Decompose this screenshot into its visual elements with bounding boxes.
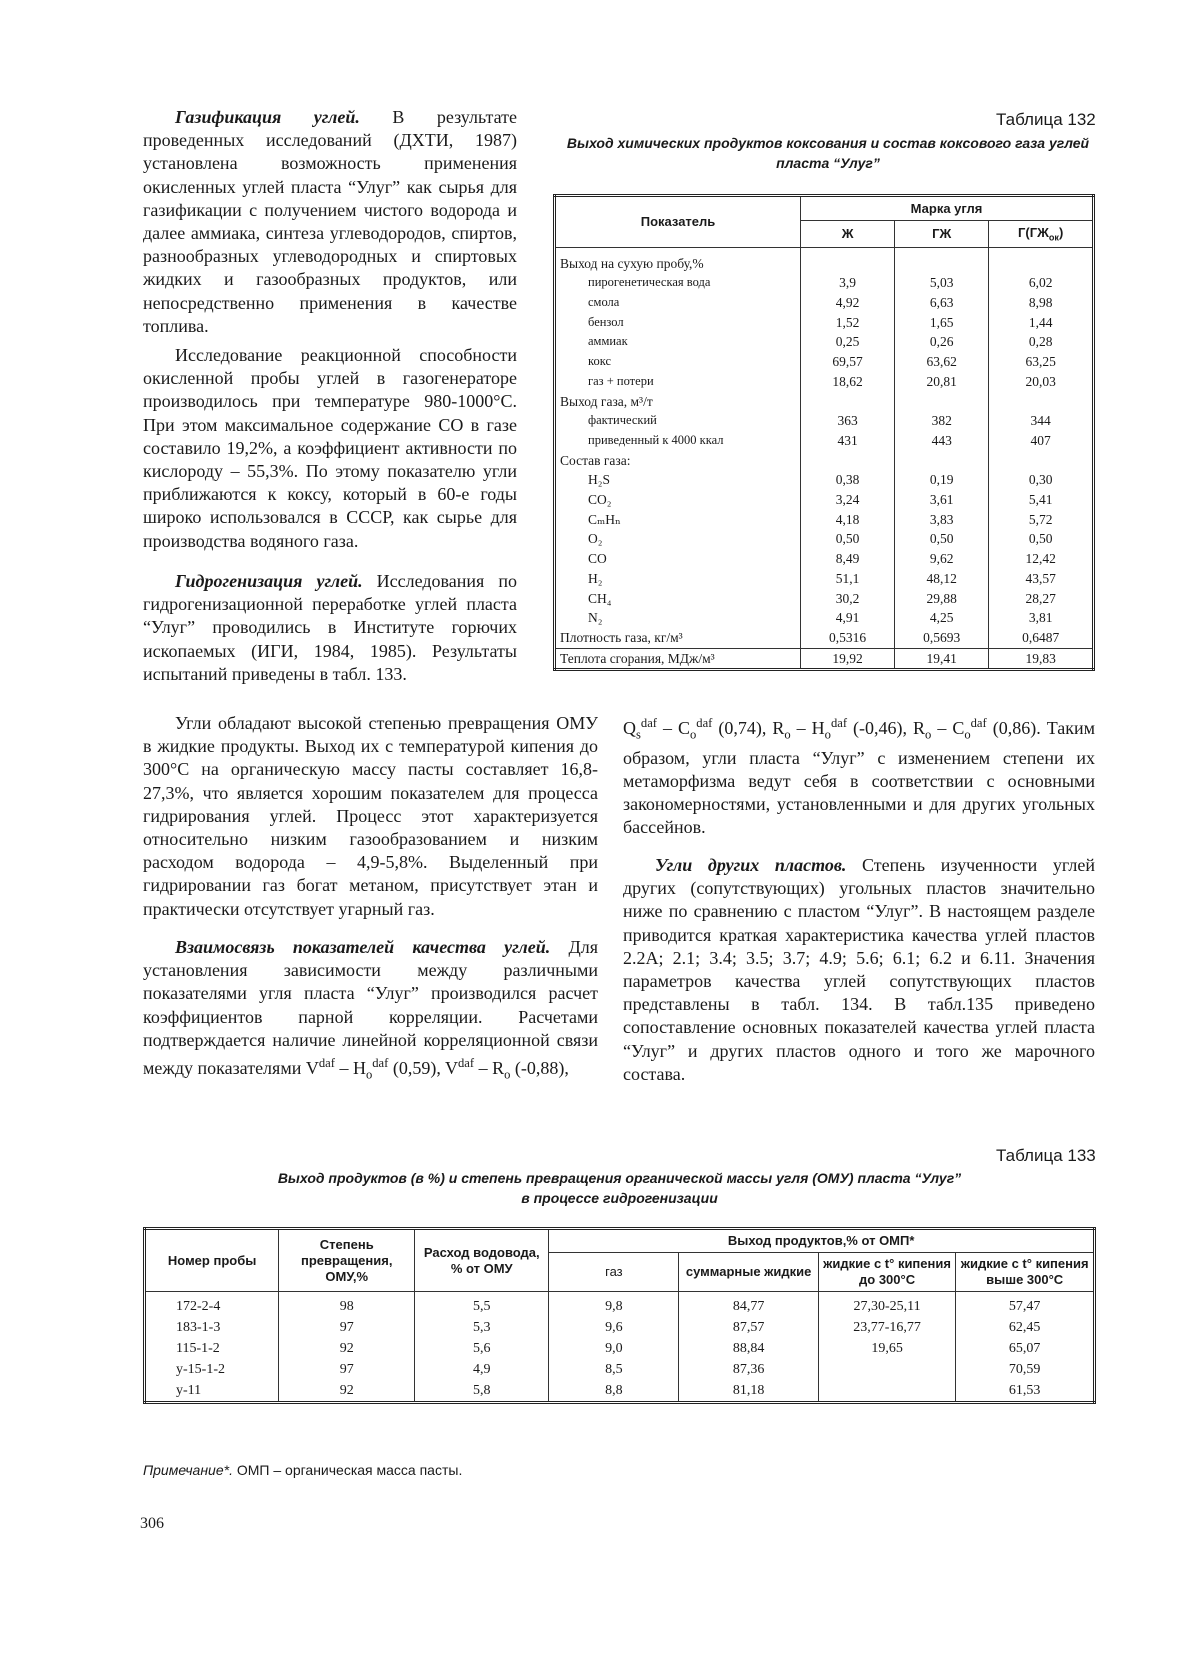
table-cell: 30,2 bbox=[801, 589, 895, 609]
row-label: CH₄ bbox=[588, 590, 612, 606]
paragraph-other-seams bbox=[623, 854, 1095, 1086]
table-cell bbox=[989, 247, 1094, 273]
paragraph-lead: Угли других пластов. bbox=[655, 855, 847, 875]
table-132-label: Таблица 132 bbox=[996, 110, 1096, 129]
table-cell: 443 bbox=[895, 431, 989, 451]
row-label: бензол bbox=[588, 314, 624, 329]
table-row bbox=[555, 529, 1094, 549]
table-cell: 87,36 bbox=[679, 1359, 818, 1380]
table-cell bbox=[895, 392, 989, 412]
table-cell: 5,41 bbox=[989, 490, 1094, 510]
row-label: Состав газа: bbox=[560, 452, 631, 468]
paragraph-reactivity bbox=[143, 344, 517, 553]
table-cell: 5,03 bbox=[895, 273, 989, 293]
paragraph-text: Исследование реакционной способности окисленной пробы углей в газогенераторе производилось при температуре 980-1000°С. При этом максимальное содержание СО в газе составило 19,2%, а коэффициент активности по кислороду – 55,3%. По этому показателю угли приближаются к коксу, который в 60-е годы широко использовался в СССР, как сырье для производства водяного газа. bbox=[143, 345, 517, 551]
paragraph-text-tail: (0,59), V bbox=[388, 1058, 458, 1079]
table-cell: 81,18 bbox=[679, 1380, 818, 1403]
paragraph-text: Q bbox=[623, 718, 636, 738]
table-cell: 0,5316 bbox=[801, 628, 895, 648]
table-cell: 88,84 bbox=[679, 1338, 818, 1359]
table-cell: 6,02 bbox=[989, 273, 1094, 293]
table-cell bbox=[895, 451, 989, 471]
column-header: Степень превращения, ОМУ,% bbox=[279, 1229, 415, 1292]
paragraph-text: (-0,46), R bbox=[847, 718, 926, 738]
table-cell: 84,77 bbox=[679, 1292, 818, 1318]
row-label: пирогенетическая вода bbox=[588, 275, 711, 290]
table-cell bbox=[801, 451, 895, 471]
table-133-title bbox=[143, 1168, 1096, 1208]
table-cell: 43,57 bbox=[989, 569, 1094, 589]
table-row bbox=[555, 549, 1094, 569]
table-row bbox=[555, 293, 1094, 313]
table-cell: 5,5 bbox=[415, 1292, 549, 1318]
table-cell bbox=[989, 451, 1094, 471]
paragraph-correlation-cont: $Q_s^{daf} - C_o^{daf}$ (0,74), $R_o - H_o^{daf}$ (-0,46), $R_o - C_o^{daf}$ (0,86). Таким образом, угли пласта “Улуг” с изменением степени их метаморфизма ведут себя в соответствии с основными закономерностями, установленными и для других угольных бассейнов. bbox=[623, 716, 1095, 838]
table-cell: 20,81 bbox=[895, 372, 989, 392]
table-cell: 19,41 bbox=[895, 648, 989, 670]
table-cell: 97 bbox=[279, 1359, 415, 1380]
table-cell: 9,62 bbox=[895, 549, 989, 569]
table-cell: 0,50 bbox=[801, 529, 895, 549]
table-cell bbox=[895, 247, 989, 273]
column-header: Номер пробы bbox=[145, 1229, 279, 1292]
table-cell: 0,5693 bbox=[895, 628, 989, 648]
table-132 bbox=[553, 194, 1095, 671]
table-cell: 8,98 bbox=[989, 293, 1094, 313]
table-133-title-line: Выход продуктов (в %) и степень превращения органической массы угля (ОМУ) пласта “Улуг” bbox=[277, 1170, 962, 1186]
table-cell bbox=[818, 1380, 956, 1403]
row-label: фактический bbox=[588, 413, 657, 428]
table-cell: 344 bbox=[989, 411, 1094, 431]
paragraph-lead: Гидрогенизация углей. bbox=[175, 571, 363, 591]
table-cell: 0,26 bbox=[895, 332, 989, 352]
row-label: Плотность газа, кг/м³ bbox=[560, 629, 683, 645]
table-cell: 4,25 bbox=[895, 608, 989, 628]
table-133-label: Таблица 133 bbox=[996, 1146, 1096, 1165]
table-row bbox=[555, 490, 1094, 510]
table-cell: 431 bbox=[801, 431, 895, 451]
table-cell: 5,6 bbox=[415, 1338, 549, 1359]
table-row bbox=[555, 608, 1094, 628]
table-cell: 51,1 bbox=[801, 569, 895, 589]
table-row bbox=[555, 352, 1094, 372]
table-cell: 1,65 bbox=[895, 313, 989, 333]
table-cell: 4,9 bbox=[415, 1359, 549, 1380]
row-label: приведенный к 4000 ккал bbox=[588, 432, 724, 447]
table-cell: 87,57 bbox=[679, 1317, 818, 1338]
row-label: O₂ bbox=[588, 531, 603, 547]
row-label: Выход на сухую пробу,% bbox=[560, 255, 704, 271]
table-cell: 29,88 bbox=[895, 589, 989, 609]
note-text: ОМП – органическая масса пасты. bbox=[232, 1462, 463, 1478]
row-label: газ + потери bbox=[588, 373, 654, 388]
table-cell: 20,03 bbox=[989, 372, 1094, 392]
paragraph-lead: Газификация углей. bbox=[175, 107, 360, 127]
table-row bbox=[145, 1317, 1095, 1338]
table-cell: 8,5 bbox=[549, 1359, 679, 1380]
table-cell: 48,12 bbox=[895, 569, 989, 589]
table-cell: 9,8 bbox=[549, 1292, 679, 1318]
table-cell: 0,50 bbox=[989, 529, 1094, 549]
paragraph-text: Угли обладают высокой степенью превращения ОМУ в жидкие продукты. Выход их с температурой кипения до 300°С на органическую массу пасты составляет 16,8-27,3%, что является хорошим показателем для процесса гидрирования углей. Процесс этот характеризуется относительно низким газообразованием и низким расходом водорода – 4,9-5,8%. Выделенный при гидрировании газ богат метаном, присутствует этан и практически отсутствует угарный газ. bbox=[143, 713, 598, 919]
table-cell bbox=[801, 392, 895, 412]
table-cell: 3,9 bbox=[801, 273, 895, 293]
table-cell bbox=[989, 392, 1094, 412]
table-cell: 12,42 bbox=[989, 549, 1094, 569]
table-cell: 63,62 bbox=[895, 352, 989, 372]
row-label: CₘHₙ bbox=[588, 511, 621, 527]
row-label: смола bbox=[588, 295, 620, 309]
paragraph-lead: Взаимосвязь показателей качества углей. bbox=[175, 937, 551, 957]
table-row bbox=[555, 648, 1094, 670]
paragraph-text-tail2: – R bbox=[474, 1058, 505, 1079]
table-cell: 5,72 bbox=[989, 510, 1094, 530]
table-row bbox=[555, 313, 1094, 333]
table-cell: 65,07 bbox=[956, 1338, 1095, 1359]
column-header: жидкие с t° кипения до 300°С bbox=[818, 1253, 956, 1292]
table-cell: 63,25 bbox=[989, 352, 1094, 372]
table-row bbox=[555, 451, 1094, 471]
table-cell: 0,50 bbox=[895, 529, 989, 549]
table-cell: 5,8 bbox=[415, 1380, 549, 1403]
table-row bbox=[555, 589, 1094, 609]
table-row bbox=[555, 569, 1094, 589]
table-cell: 0,28 bbox=[989, 332, 1094, 352]
table-cell: 92 bbox=[279, 1380, 415, 1403]
row-label: Выход газа, м³/т bbox=[560, 393, 653, 409]
table-cell: 0,25 bbox=[801, 332, 895, 352]
table-cell: 3,61 bbox=[895, 490, 989, 510]
table-row bbox=[145, 1380, 1095, 1403]
table-cell: 3,83 bbox=[895, 510, 989, 530]
table-cell: 19,83 bbox=[989, 648, 1094, 670]
table-row bbox=[555, 247, 1094, 273]
table-cell: 115-1-2 bbox=[176, 1341, 220, 1356]
paragraph-conversion bbox=[143, 712, 598, 921]
column-header: газ bbox=[549, 1253, 679, 1292]
table-cell: 4,92 bbox=[801, 293, 895, 313]
table-cell: 69,57 bbox=[801, 352, 895, 372]
paragraph-text: (0,74), R bbox=[712, 718, 785, 738]
paragraph-gasification bbox=[143, 106, 517, 338]
table-row bbox=[555, 273, 1094, 293]
row-label: Теплота сгорания, МДж/м³ bbox=[555, 648, 801, 670]
row-label: N₂ bbox=[588, 610, 603, 626]
table-cell: 5,3 bbox=[415, 1317, 549, 1338]
paragraph-text: Исследования по гидрогенизационной переработке углей пласта “Улуг” проводились в Институте горючих ископаемых (ИГИ, 1984, 1985). Результаты испытаний приведены в табл. 133. bbox=[143, 571, 517, 684]
table-row bbox=[555, 411, 1094, 431]
table-cell: 18,62 bbox=[801, 372, 895, 392]
table-cell: 8,49 bbox=[801, 549, 895, 569]
table-cell: 57,47 bbox=[956, 1292, 1095, 1318]
column-group-header: Марка угля bbox=[801, 196, 1094, 221]
table-cell: у-11 bbox=[176, 1383, 202, 1398]
table-cell: 70,59 bbox=[956, 1359, 1095, 1380]
paragraph-hydrogenation bbox=[143, 570, 517, 686]
table-cell: 0,6487 bbox=[989, 628, 1094, 648]
table-cell: 4,91 bbox=[801, 608, 895, 628]
table-cell: 0,19 bbox=[895, 470, 989, 490]
table-cell: 92 bbox=[279, 1338, 415, 1359]
table-cell: 23,77-16,77 bbox=[818, 1317, 956, 1338]
table-cell: 1,44 bbox=[989, 313, 1094, 333]
table-cell: 97 bbox=[279, 1317, 415, 1338]
table-row bbox=[555, 372, 1094, 392]
table-cell: 3,81 bbox=[989, 608, 1094, 628]
table-cell: 382 bbox=[895, 411, 989, 431]
table-row bbox=[145, 1338, 1095, 1359]
page-number: 306 bbox=[140, 1515, 164, 1532]
paragraph-text: Для установления зависимости между различными показателями угля пласта “Улуг” производился расчет коэффициентов парной корреляции. Расчетами подтверждается наличие линейной корреляционной связи между показателями V bbox=[143, 937, 598, 1079]
table-132-title: Выход химических продуктов коксования и состав коксового газа углей пласта “Улуг” bbox=[566, 135, 1090, 171]
table-cell: 172-2-4 bbox=[176, 1299, 221, 1314]
table-cell: 8,8 bbox=[549, 1380, 679, 1403]
table-cell: 0,30 bbox=[989, 470, 1094, 490]
table-cell: 62,45 bbox=[956, 1317, 1095, 1338]
paragraph-text: В результате проведенных исследований (ДХТИ, 1987) установлена возможность применения окисленных углей пласта “Улуг” как сырья для газификации с получением чистого водорода и далее аммиака, синтеза углеводородов, спиртов, разнообразных углеводородных и спиртовых жидких и газообразных продуктов, или непосредственно применения в качестве топлива. bbox=[143, 107, 517, 336]
table-cell: 9,6 bbox=[549, 1317, 679, 1338]
column-group-header: Выход продуктов,% от ОМП* bbox=[549, 1229, 1095, 1253]
table-cell: 27,30-25,11 bbox=[818, 1292, 956, 1318]
row-label: H₂ bbox=[588, 570, 603, 586]
table-cell: 19,92 bbox=[801, 648, 895, 670]
table-cell: 407 bbox=[989, 431, 1094, 451]
table-row bbox=[555, 470, 1094, 490]
column-header: ГЖ bbox=[895, 221, 989, 248]
table-cell: 6,63 bbox=[895, 293, 989, 313]
column-header: суммарные жидкие bbox=[679, 1253, 818, 1292]
row-label: кокс bbox=[588, 354, 611, 369]
table-cell bbox=[801, 247, 895, 273]
table-row bbox=[555, 628, 1094, 648]
table-row bbox=[555, 510, 1094, 530]
paragraph-text: Степень изученности углей других (сопутствующих) угольных пластов значительно ниже по сравнению с пластом “Улуг”. В настоящем разделе приводится краткая характеристика качества углей пластов 2.2А; 2.1; 3.4; 3.5; 3.7; 4.9; 5.6; 6.1; 6.2 и 6.11. Значения параметров качества углей сопутствующих пластов представлены в табл. 134. В табл.135 приведено сопоставление основных показателей качества углей пласта “Улуг” и других пластов одного и того же марочного состава. bbox=[623, 855, 1095, 1084]
table-note bbox=[143, 1462, 462, 1478]
column-header: Показатель bbox=[555, 196, 801, 248]
table-row bbox=[145, 1359, 1095, 1380]
table-cell: 3,24 bbox=[801, 490, 895, 510]
table-cell: 0,38 bbox=[801, 470, 895, 490]
column-header: $Г(ГЖ_{ок})$ bbox=[989, 221, 1094, 248]
table-cell: 61,53 bbox=[956, 1380, 1095, 1403]
table-cell: 98 bbox=[279, 1292, 415, 1318]
table-cell: 28,27 bbox=[989, 589, 1094, 609]
column-header: жидкие с t° кипения выше 300°С bbox=[956, 1253, 1095, 1292]
paragraph-text-tail3: (-0,88), bbox=[510, 1058, 569, 1079]
table-cell: 363 bbox=[801, 411, 895, 431]
column-header: Расход водовода, % от ОМУ bbox=[415, 1229, 549, 1292]
table-row bbox=[555, 392, 1094, 412]
paragraph-text: (0,86). Таким образом, угли пласта “Улуг” с изменением степени их метаморфизма ведут себя в соответствии с основными закономерностями, установленными и для других угольных бассейнов. bbox=[623, 718, 1095, 838]
row-label: аммиак bbox=[588, 334, 628, 349]
table-cell: 4,18 bbox=[801, 510, 895, 530]
row-label: CO bbox=[588, 551, 607, 567]
table-cell: 183-1-3 bbox=[176, 1320, 221, 1335]
table-cell: 19,65 bbox=[818, 1338, 956, 1359]
row-label: H₂S bbox=[588, 472, 610, 488]
table-133 bbox=[143, 1227, 1096, 1404]
column-header: Ж bbox=[801, 221, 895, 248]
table-row bbox=[555, 431, 1094, 451]
table-cell: у-15-1-2 bbox=[176, 1362, 225, 1377]
note-label: Примечание*. bbox=[143, 1462, 233, 1478]
table-cell: 1,52 bbox=[801, 313, 895, 333]
paragraph-correlation: Взаимосвязь показателей качества углей. Для установления зависимости между различными показателями угля пласта “Улуг” производился расчет коэффициентов парной корреляции. Расчетами подтверждается наличие линейной корреляционной связи между показателями $V^{daf} - H_o^{daf}$ (0,59), $V^{daf} - R_o$ (-0,88), bbox=[143, 937, 598, 1082]
table-cell bbox=[818, 1359, 956, 1380]
table-row bbox=[145, 1292, 1095, 1318]
table-133-title-line: в процессе гидрогенизации bbox=[521, 1190, 718, 1206]
row-label: CO₂ bbox=[588, 492, 612, 508]
table-row bbox=[555, 332, 1094, 352]
table-cell: 9,0 bbox=[549, 1338, 679, 1359]
